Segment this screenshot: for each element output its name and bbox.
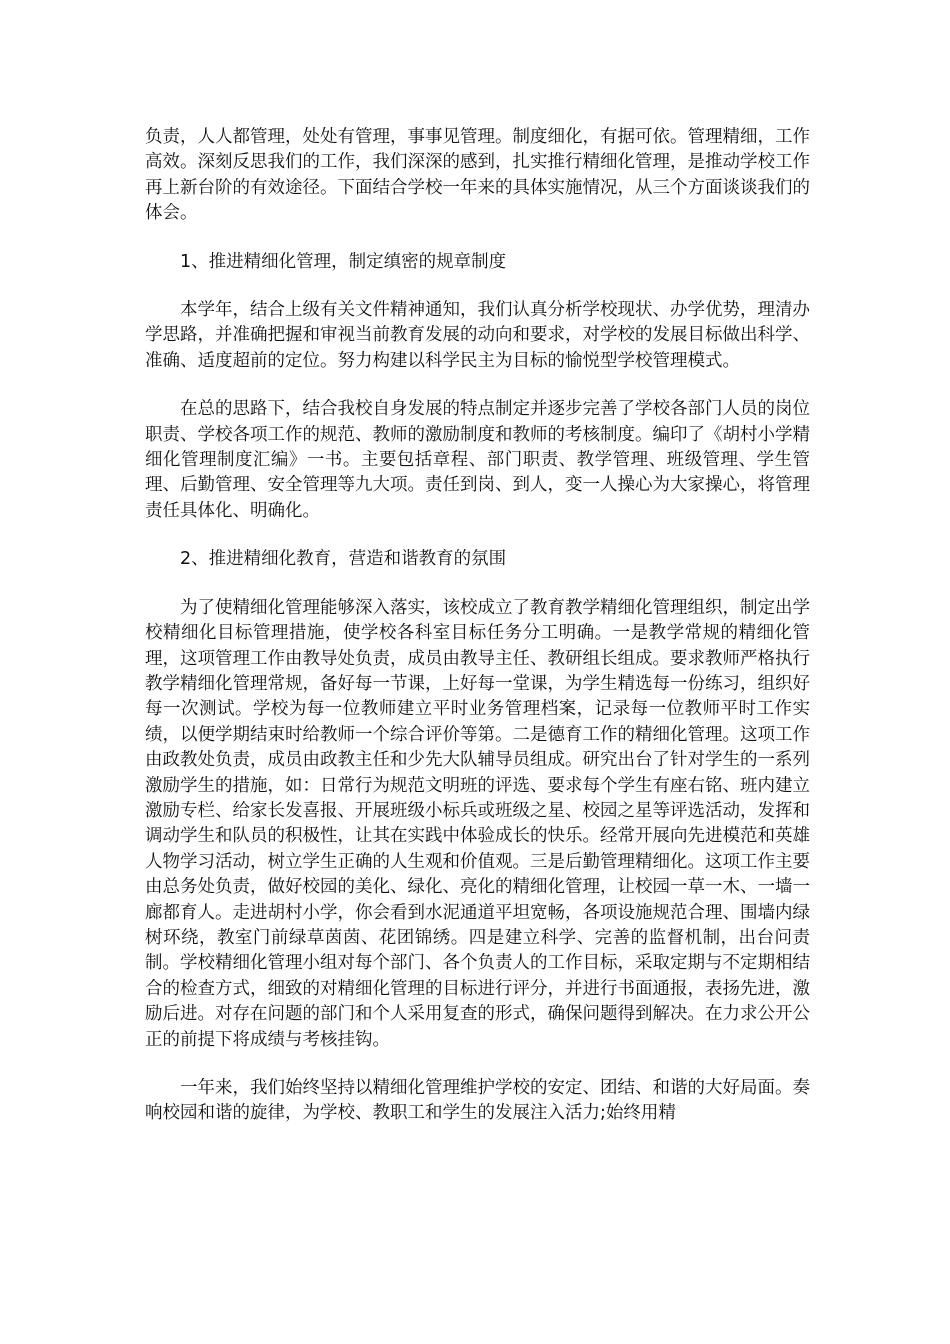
paragraph-section2: 为了使精细化管理能够深入落实，该校成立了教育教学精细化管理组织，制定出学校精细化目标管理措施，使学校各科室目标任务分工明确。一是教学常规的精细化管理，这项管理工作由教导处负责，成员由教导主任、教研组长组成。要求教师严格执行教学精细化管理常规，备好每一节课，上好每一堂课，为学生精选每一份练习，组织好每一次测试。学校为每一位教师建立平时业务管理档案，记录每一位教师平时工作实绩，以便学期结束时给教师一个综合评价等第。二是德育工作的精细化管理。这项工作由政教处负责，成员由政教主任和少先大队辅导员组成。研究出台了针对学生的一系列激励学生的措施，如：日常行为规范文明班的评选、要求每个学生有座右铭、班内建立激励专栏、给家长发喜报、开展班级小标兵或班级之星、校园之星等评选活动，发挥和调动学生和队员的积极性，让其在实践中体验成长的快乐。经常开展向先进模范和英雄人物学习活动，树立学生正确的人生观和价值观。三是后勤管理精细化。这项工作主要由总务处负责，做好校园的美化、绿化、亮化的精细化管理，让校园一草一木、一墙一廊都育人。走进胡村小学，你会看到水泥通道平坦宽畅，各项设施规范合理、围墙内绿树环绕，教室门前绿草茵茵、花团锦绣。四是建立科学、完善的监督机制，出台问责制。学校精细化管理小组对每个部门、各个负责人的工作目标，采取定期与不定期相结合的检查方式，细致的对精细化管理的目标进行评分，并进行书面通报，表扬先进，激励后进。对存在问题的部门和个人采用复查的形式，确保问题得到解决。在力求公开公正的前提下将成绩与考核挂钩。: [145, 597, 810, 1050]
section-heading-2: 2、推进精细化教育，营造和谐教育的氛围: [180, 549, 507, 570]
paragraph-conclusion: 一年来，我们始终坚持以精细化管理维护学校的安定、团结、和谐的大好局面。奏响校园和谐的旋律，为学校、教职工和学生的发展注入活力;始终用精: [145, 1078, 810, 1124]
paragraph-intro: 负责，人人都管理，处处有管理，事事见管理。制度细化，有据可依。管理精细，工作高效。深刻反思我们的工作，我们深深的感到，扎实推行精细化管理，是推动学校工作再上新台阶的有效途径。下面结合学校一年来的具体实施情况，从三个方面谈谈我们的体会。: [145, 127, 810, 224]
paragraph-section1-b: 在总的思路下，结合我校自身发展的特点制定并逐步完善了学校各部门人员的岗位职责、学校各项工作的规范、教师的激励制度和教师的考核制度。编印了《胡村小学精细化管理制度汇编》一书。主要包括章程、部门职责、教学管理、班级管理、学生管理、后勤管理、安全管理等九大项。责任到岗、到人，变一人操心为大家操心，将管理责任具体化、明确化。: [145, 399, 810, 521]
section-heading-1: 1、推进精细化管理，制定缜密的规章制度: [180, 251, 507, 272]
document-body: [145, 125, 810, 1150]
paragraph-section1-a: 本学年，结合上级有关文件精神通知，我们认真分析学校现状、办学优势，理清办学思路，并准确把握和审视当前教育发展的动向和要求，对学校的发展目标做出科学、准确、适度超前的定位。努力构建以科学民主为目标的愉悦型学校管理模式。: [145, 300, 810, 371]
